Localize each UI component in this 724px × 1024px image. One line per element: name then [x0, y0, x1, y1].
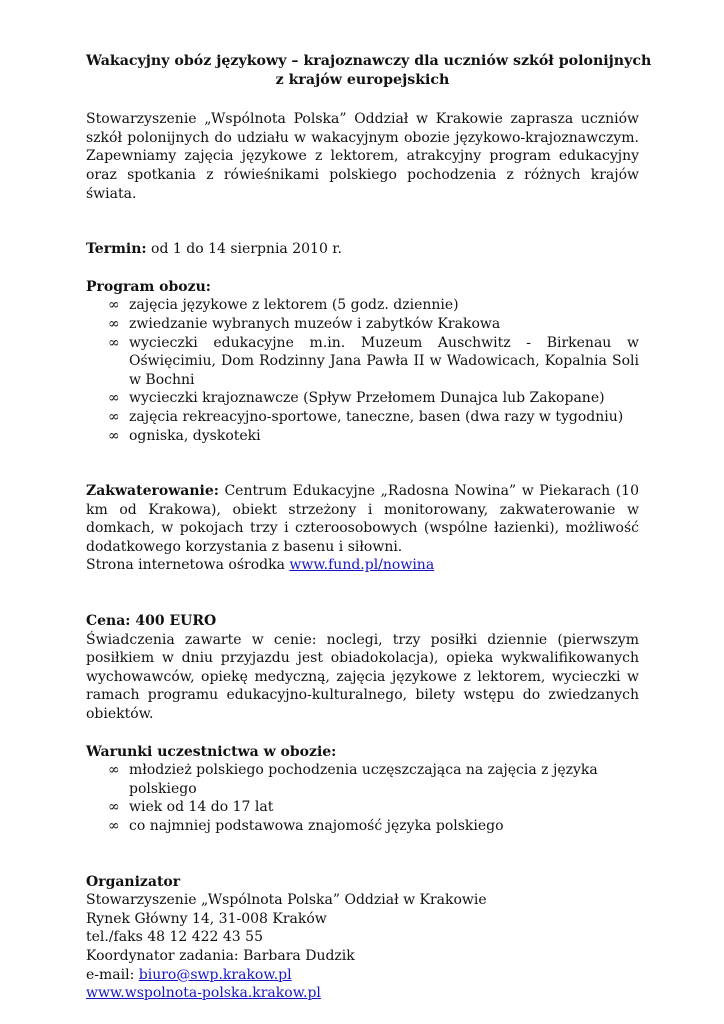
infinity-bullet-icon: ∞ — [108, 818, 120, 834]
termin-value: od 1 do 14 sierpnia 2010 r. — [146, 241, 342, 258]
conditions-heading: Warunki uczestnictwa w obozie: — [86, 743, 337, 760]
list-item: ∞ co najmniej podstawowa znajomość języka polskiego — [108, 818, 504, 834]
organizer-email-link[interactable]: biuro@swp.krakow.pl — [138, 966, 292, 983]
infinity-bullet-icon: ∞ — [108, 297, 120, 314]
infinity-bullet-icon: ∞ — [108, 408, 120, 425]
accommodation-text: Centrum Edukacyjne „Radosna Nowina” w Piekarach (10 km od Krakowa), obiekt strzeżony i monitorowany, zakwaterowanie w domkach, w pokojach trzy i czteroosobowych (wspólne łazienki), możliwość dodatkowego korzystania z basenu i siłowni. — [86, 483, 639, 555]
organizer-website-link[interactable]: www.wspolnota-polska.krakow.pl — [86, 985, 321, 1002]
list-item: ∞ ogniska, dyskoteki — [108, 427, 261, 444]
program-heading: Program obozu: — [86, 278, 211, 295]
intro-paragraph: Stowarzyszenie „Wspólnota Polska” Oddział w Krakowie zaprasza uczniów szkół polonijnych do udziału w wakacyjnym obozie językowo-krajoznawczym. Zapewniamy zajęcia językowe z lektorem, atrakcyjny program edukacyjny oraz spotkania z rówieśnikami polskiego pochodzenia z różnych krajów świata. — [86, 111, 639, 202]
accommodation-website-link[interactable]: www.fund.pl/nowina — [289, 557, 435, 574]
price-paragraph: Świadczenia zawarte w cenie: noclegi, trzy posiłki dziennie (pierwszym posiłkiem w dniu przyjazdu jest obiadokolacja), opieka wykwalifikowanych wychowawców, opiekę medyczną, zajęcia językowe z lektorem, wycieczki w ramach programu edukacyjno-kulturalnego, bilety wstępu do zwiedzanych obiektów. — [86, 631, 639, 723]
list-item: ∞ wycieczki edukacyjne m.in. Muzeum Auschwitz - Birkenau w Oświęcimiu, Dom Rodzinny Jana Pawła II w Wadowicach, Kopalnia Soli w Bochni — [108, 334, 639, 388]
termin-label: Termin: — [86, 241, 147, 258]
infinity-bullet-icon: ∞ — [108, 334, 120, 351]
organizer-email-line: e-mail: biuro@swp.krakow.pl — [86, 966, 292, 983]
organizer-heading: Organizator — [86, 873, 181, 890]
list-item: ∞ zwiedzanie wybranych muzeów i zabytków Krakowa — [108, 315, 501, 332]
price-heading: Cena: 400 EURO — [86, 613, 217, 630]
list-item: ∞ wycieczki krajoznawcze (Spływ Przełomem Dunajca lub Zakopane) — [108, 390, 605, 407]
infinity-bullet-icon: ∞ — [108, 315, 120, 332]
organizer-coordinator: Koordynator zadania: Barbara Dudzik — [86, 947, 355, 964]
infinity-bullet-icon: ∞ — [108, 427, 120, 444]
accommodation-website-line: Strona internetowa ośrodka www.fund.pl/nowina — [86, 557, 435, 574]
organizer-address: Rynek Główny 14, 31-008 Kraków — [86, 910, 327, 927]
title-line-1: Wakacyjny obóz językowy – krajoznawczy dla uczniów szkół polonijnych — [86, 53, 652, 69]
document-title — [86, 52, 652, 89]
accommodation-paragraph — [86, 482, 639, 556]
infinity-bullet-icon: ∞ — [108, 762, 120, 779]
infinity-bullet-icon: ∞ — [108, 799, 120, 816]
organizer-name: Stowarzyszenie „Wspólnota Polska” Oddział w Krakowie — [86, 892, 487, 909]
organizer-phone: tel./faks 48 12 422 43 55 — [86, 929, 263, 946]
list-item: ∞ zajęcia językowe z lektorem (5 godz. dziennie) — [108, 297, 459, 314]
conditions-list — [86, 761, 639, 835]
title-line-2: z krajów europejskich — [275, 71, 450, 88]
infinity-bullet-icon: ∞ — [108, 390, 120, 407]
document-page — [86, 52, 652, 1003]
list-item: ∞ młodzież polskiego pochodzenia uczęszczająca na zajęcia z języka polskiego — [108, 762, 598, 797]
accommodation-label: Zakwaterowanie: — [86, 483, 219, 500]
termin-line — [86, 240, 639, 259]
list-item: ∞ wiek od 14 do 17 lat — [108, 799, 274, 816]
list-item: ∞ zajęcia rekreacyjno-sportowe, taneczne, basen (dwa razy w tygodniu) — [108, 408, 624, 425]
organizer-website-line — [86, 984, 639, 1003]
program-list — [86, 296, 639, 445]
